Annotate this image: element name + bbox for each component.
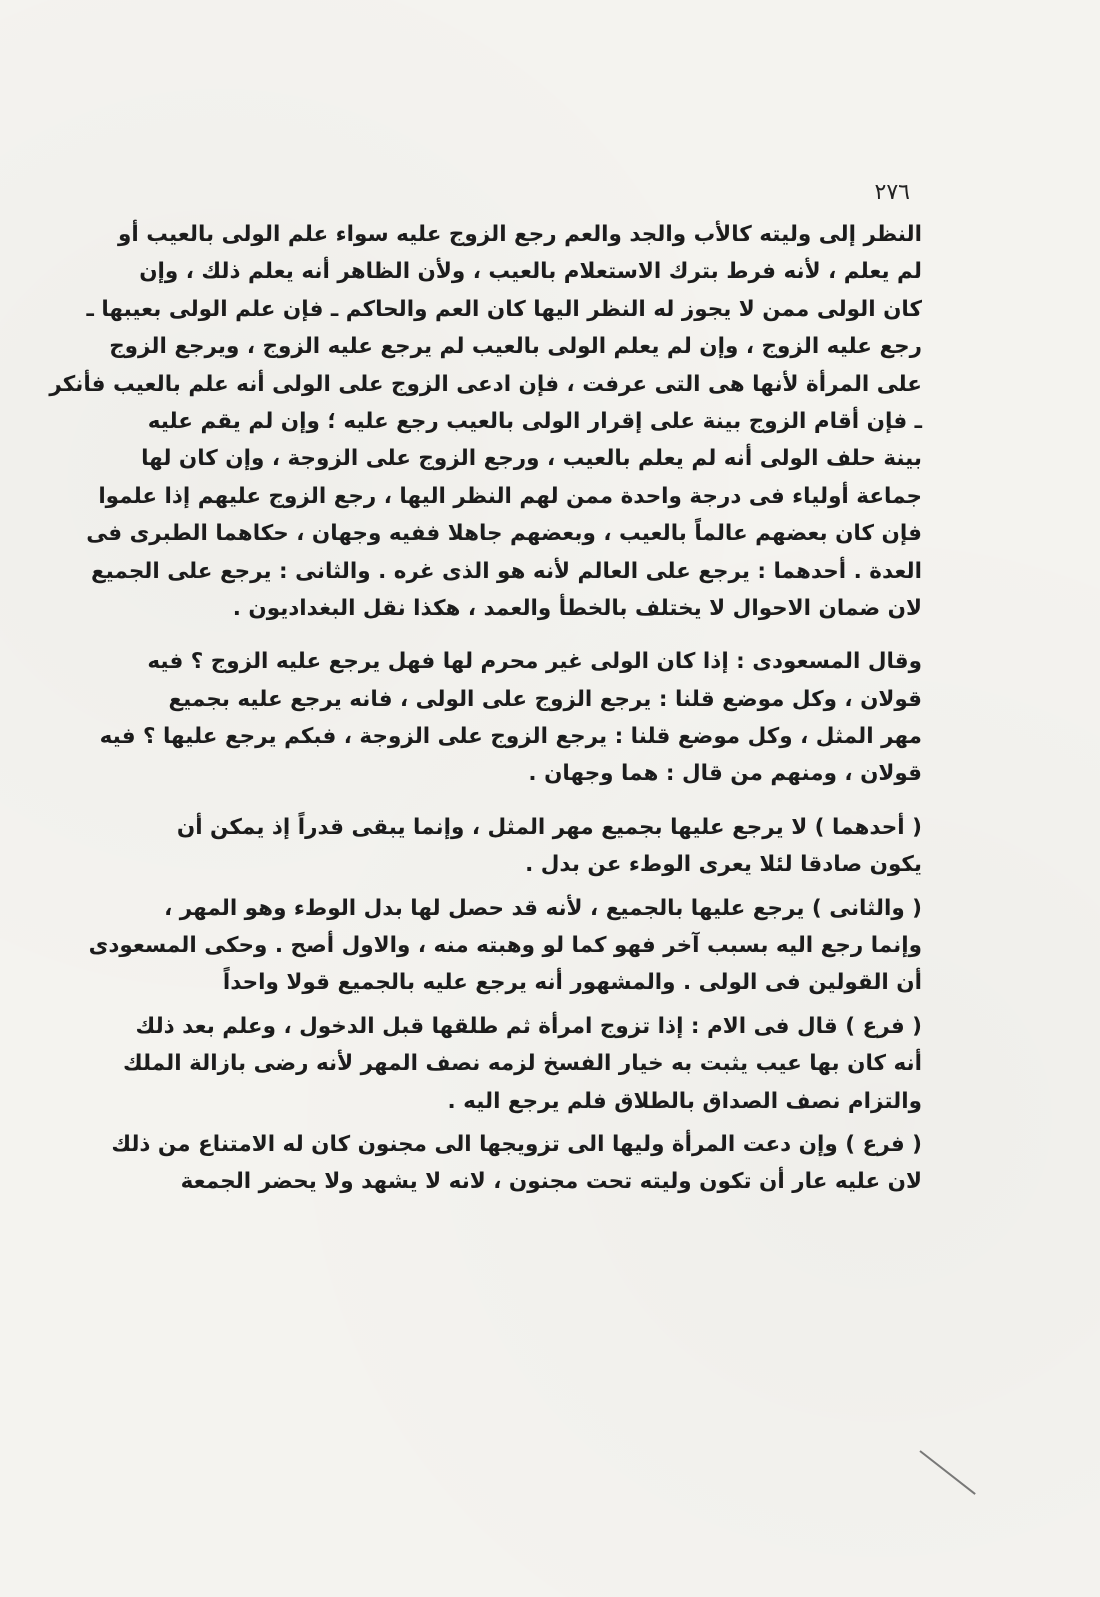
text-line: ( أحدهما ) لا يرجع عليها بجميع مهر المثل ، وإنما يبقى قدراً إذ يمكن أن [176,814,922,840]
text-line: وقال المسعودى : إذا كان الولى غير محرم لها فهل يرجع عليه الزوج ؟ فيه [147,649,922,675]
paragraph [88,890,922,1002]
text-line: ( فرع ) قال فى الام : إذا تزوج امرأة ثم طلقها قبل الدخول ، وعلم بعد ذلك [135,1013,922,1039]
text-line: لان عليه عار أن تكون وليته تحت مجنون ، لانه لا يشهد ولا يحضر الجمعة [180,1169,922,1195]
paragraph [122,1008,922,1120]
text-line: يكون صادقا لئلا يعرى الوطء عن بدل . [525,852,922,878]
text-line: لم يعلم ، لأنه فرط بترك الاستعلام بالعيب ، ولأن الظاهر أنه يعلم ذلك ، وإن [139,259,922,285]
text-line: والتزام نصف الصداق بالطلاق فلم يرجع اليه . [447,1088,922,1114]
text-line: ( فرع ) وإن دعت المرأة وليها الى تزويجها الى مجنون كان له الامتناع من ذلك [111,1131,922,1157]
text-line: قولان ، وكل موضع قلنا : يرجع الزوج على الولى ، فانه يرجع عليه بجميع [168,686,922,712]
body-text [49,216,922,1201]
paragraph [111,1126,922,1201]
text-line: على المرأة لأنها هى التى عرفت ، فإن ادعى الزوج على الولى أنه علم بالعيب فأنكر [49,371,922,397]
paragraph-gap [188,627,922,643]
paragraph [176,809,922,884]
page-number: ٢٧٦ [874,180,910,205]
text-line: وإنما رجع اليه بسبب آخر فهو كما لو وهبته منه ، والاول أصح . وحكى المسعودى [88,933,922,959]
text-line: أن القولين فى الولى . والمشهور أنه يرجع عليه بالجميع قولا واحداً [222,970,922,996]
text-line: بينة حلف الولى أنه لم يعلم بالعيب ، ورجع الزوج على الزوجة ، وإن كان لها [141,446,922,472]
paragraph [49,216,922,627]
text-line: أنه كان بها عيب يثبت به خيار الفسخ لزمه نصف المهر لأنه رضى بازالة الملك [122,1051,922,1077]
text-line: ـ فإن أقام الزوج بينة على إقرار الولى بالعيب رجع عليه ؛ وإن لم يقم عليه [147,408,922,434]
text-line: العدة . أحدهما : يرجع على العالم لأنه هو الذى غره . والثانى : يرجع على الجميع [90,558,922,584]
text-line: مهر المثل ، وكل موضع قلنا : يرجع الزوج على الزوجة ، فبكم يرجع عليها ؟ فيه [99,724,922,750]
text-line: رجع عليه الزوج ، وإن لم يعلم الولى بالعيب لم يرجع عليه الزوج ، ويرجع الزوج [109,334,922,360]
scan-mark [919,1450,975,1495]
text-line: كان الولى ممن لا يجوز له النظر اليها كان العم والحاكم ـ فإن علم الولى بعيبها ـ [86,296,922,322]
text-line: النظر إلى وليته كالأب والجد والعم رجع الزوج عليه سواء علم الولى بالعيب أو [118,222,922,247]
text-line: ( والثانى ) يرجع عليها بالجميع ، لأنه قد حصل لها بدل الوطء وهو المهر ، [164,895,922,921]
text-line: لان ضمان الاحوال لا يختلف بالخطأ والعمد ، هكذا نقل البغداديون . [232,595,922,621]
text-line: جماعة أولياء فى درجة واحدة ممن لهم النظر اليها ، رجع الزوج عليهم إذا علموا [98,483,922,509]
paragraph [99,643,922,793]
text-line: قولان ، ومنهم من قال : هما وجهان . [528,761,922,787]
paragraph-gap [188,793,922,809]
text-line: فإن كان بعضهم عالماً بالعيب ، وبعضهم جاهلا ففيه وجهان ، حكاهما الطبرى فى [86,521,922,547]
